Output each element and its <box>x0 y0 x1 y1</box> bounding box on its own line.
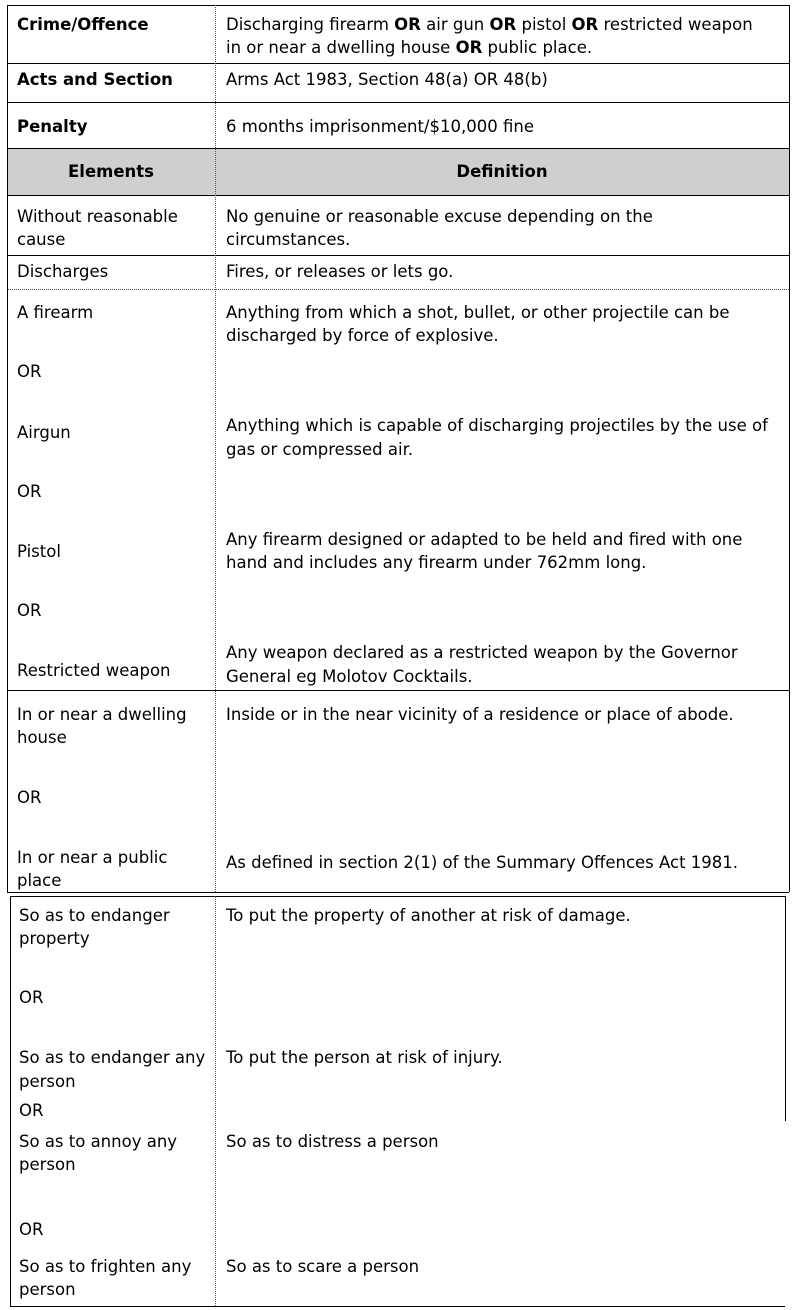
crime-offence-value-line1: Discharging firearm OR air gun OR pistol OR restricted weapon <box>226 15 753 34</box>
definition-column-header: Definition <box>456 162 548 181</box>
element-text: house <box>17 728 67 747</box>
definition-text: discharged by force of explosive. <box>226 326 499 345</box>
definition-text: gas or compressed air. <box>226 440 414 459</box>
element-text: So as to frighten any <box>19 1257 192 1276</box>
table2-right-border <box>785 896 786 1121</box>
definition-text: Anything which is capable of discharging projectiles by the use of <box>226 416 768 435</box>
elements-column-header: Elements <box>68 162 154 181</box>
element-text: place <box>17 871 62 890</box>
acts-section-label: Acts and Section <box>17 70 173 89</box>
row-divider <box>7 102 789 103</box>
or-separator: OR <box>17 601 42 620</box>
table-top-border <box>7 5 789 6</box>
definition-text: circumstances. <box>226 230 351 249</box>
element-text: A firearm <box>17 303 94 322</box>
element-text: So as to annoy any <box>19 1132 178 1151</box>
table2-top-border <box>10 896 785 897</box>
or-separator: OR <box>19 1101 44 1120</box>
table-bottom-border <box>7 892 789 893</box>
element-text: Airgun <box>17 423 71 442</box>
table-left-border <box>7 5 8 892</box>
definition-text: To put the person at risk of injury. <box>226 1048 503 1067</box>
or-separator: OR <box>17 482 42 501</box>
element-text: property <box>19 929 90 948</box>
element-text: In or near a public <box>17 848 168 867</box>
definition-text: So as to scare a person <box>226 1257 420 1276</box>
element-text: Pistol <box>17 542 61 561</box>
definition-text: Fires, or releases or lets go. <box>226 262 454 281</box>
row-divider <box>7 63 789 64</box>
or-separator: OR <box>19 1220 44 1239</box>
element-text: cause <box>17 230 66 249</box>
table2-left-border <box>10 896 11 1306</box>
table2-column-divider <box>215 896 216 1306</box>
row-divider <box>7 148 789 149</box>
definition-text: General eg Molotov Cocktails. <box>226 667 473 686</box>
penalty-label: Penalty <box>17 117 88 136</box>
crime-offence-label: Crime/Offence <box>17 15 149 34</box>
definition-text: Inside or in the near vicinity of a residence or place of abode. <box>226 705 734 724</box>
or-separator: OR <box>17 788 42 807</box>
definition-text: As defined in section 2(1) of the Summary Offences Act 1981. <box>226 853 739 872</box>
table2-bottom-border <box>10 1306 785 1307</box>
or-separator: OR <box>17 362 42 381</box>
element-text: person <box>19 1072 76 1091</box>
row-divider <box>7 195 789 196</box>
crime-offence-value-line2: in or near a dwelling house OR public place. <box>226 38 593 57</box>
definition-text: So as to distress a person <box>226 1132 439 1151</box>
or-separator: OR <box>19 988 44 1007</box>
row-divider <box>7 690 789 691</box>
row-divider-dotted <box>7 289 789 290</box>
definition-text: No genuine or reasonable excuse depending on the <box>226 207 653 226</box>
element-text: In or near a dwelling <box>17 705 187 724</box>
element-text: Discharges <box>17 262 109 281</box>
element-text: So as to endanger <box>19 906 170 925</box>
definition-text: To put the property of another at risk of damage. <box>226 906 631 925</box>
element-text: Restricted weapon <box>17 661 171 680</box>
definition-text: Anything from which a shot, bullet, or other projectile can be <box>226 303 730 322</box>
column-divider <box>215 5 216 892</box>
element-text: So as to endanger any <box>19 1048 206 1067</box>
definition-text: hand and includes any firearm under 762mm long. <box>226 553 647 572</box>
table-right-border <box>789 5 790 892</box>
penalty-value: 6 months imprisonment/$10,000 fine <box>226 117 534 136</box>
acts-section-value: Arms Act 1983, Section 48(a) OR 48(b) <box>226 70 548 89</box>
definition-text: Any firearm designed or adapted to be held and fired with one <box>226 530 743 549</box>
row-divider <box>7 255 789 256</box>
element-text: person <box>19 1280 76 1299</box>
element-text: Without reasonable <box>17 207 178 226</box>
element-text: person <box>19 1155 76 1174</box>
definition-text: Any weapon declared as a restricted weapon by the Governor <box>226 643 738 662</box>
